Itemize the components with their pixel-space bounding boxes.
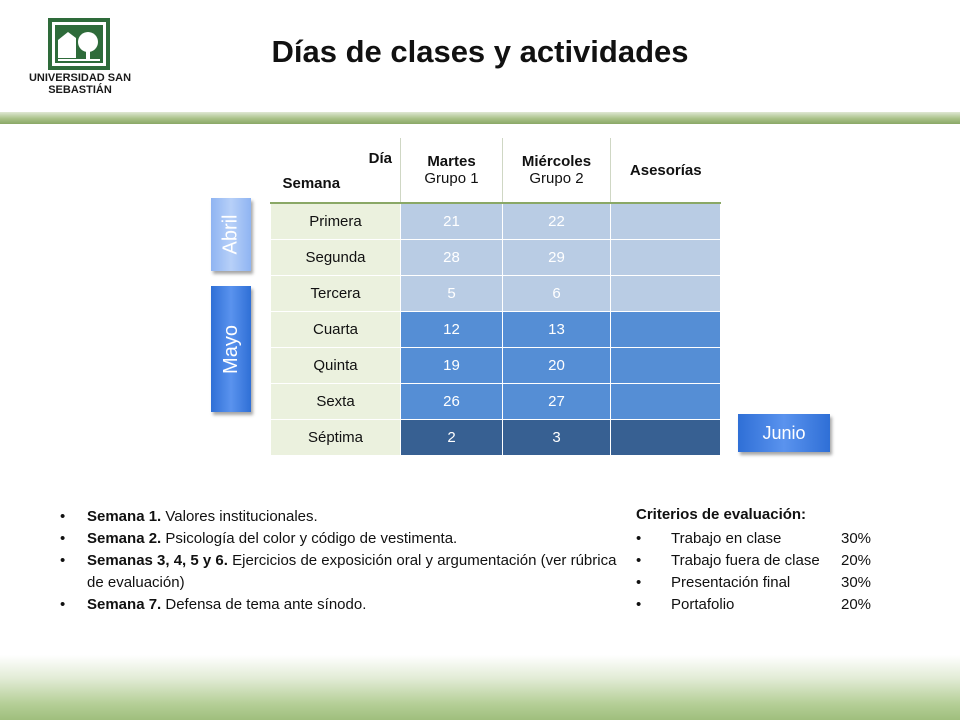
criteria-title: Criterios de evaluación: (636, 506, 807, 523)
asesorias-cell (611, 276, 721, 312)
asesorias-cell (611, 312, 721, 348)
martes-date-cell: 5 (401, 276, 503, 312)
table-row (271, 203, 721, 240)
month-junio-text: Junio (762, 422, 806, 443)
week-cell: Primera (271, 203, 401, 240)
martes-date-cell: 28 (401, 240, 503, 276)
martes-date-cell: 21 (401, 203, 503, 240)
header-martes-label: Martes (427, 153, 476, 170)
note-text: Psicología del color y código de vestimenta. (161, 530, 458, 547)
schedule-table (270, 138, 721, 456)
criterion-name: • Presentación final (671, 574, 791, 591)
month-label-mayo (211, 286, 251, 412)
header-asesorias-label: Asesorías (629, 161, 702, 179)
note-week: Semana 2. (87, 530, 162, 547)
week-cell: Quinta (271, 348, 401, 384)
header-grupo1-label: Grupo 1 (424, 170, 479, 187)
page-title: Días de clases y actividades (271, 34, 689, 69)
header-miercoles (503, 138, 611, 203)
month-mayo-text: Mayo (219, 324, 242, 374)
criterion-value: 30% (841, 574, 872, 591)
weekly-notes (60, 506, 620, 616)
list-item (636, 550, 896, 572)
bottom-band (0, 655, 960, 720)
list-item (636, 572, 896, 594)
list-item (636, 594, 896, 616)
miercoles-date-cell: 6 (503, 276, 611, 312)
week-cell: Cuarta (271, 312, 401, 348)
week-cell: Segunda (271, 240, 401, 276)
header-dia: Día (368, 150, 392, 167)
asesorias-cell (611, 240, 721, 276)
week-cell: Sexta (271, 384, 401, 420)
header-miercoles-label: Miércoles (521, 153, 592, 170)
criterion-value: 20% (841, 596, 872, 613)
miercoles-date-cell: 29 (503, 240, 611, 276)
list-item (636, 528, 896, 550)
list-item (60, 594, 620, 616)
list-item (60, 550, 620, 594)
martes-date-cell: 2 (401, 420, 503, 456)
criterion-value: 30% (841, 530, 872, 547)
criterion-name: • Portafolio (671, 596, 735, 613)
miercoles-date-cell: 13 (503, 312, 611, 348)
list-item (60, 506, 620, 528)
table-row (271, 312, 721, 348)
martes-date-cell: 19 (401, 348, 503, 384)
table-header-row (271, 138, 721, 203)
list-item (60, 528, 620, 550)
week-cell: Tercera (271, 276, 401, 312)
miercoles-date-cell: 20 (503, 348, 611, 384)
header-martes (401, 138, 503, 203)
table-row (271, 240, 721, 276)
table-row (271, 420, 721, 456)
criterion-name: • Trabajo en clase (671, 530, 782, 547)
note-week: Semana 7. (87, 596, 162, 613)
criterion-name: • Trabajo fuera de clase (671, 552, 820, 569)
note-text: Defensa de tema ante sínodo. (161, 596, 367, 613)
martes-date-cell: 26 (401, 384, 503, 420)
note-week: Semanas 3, 4, 5 y 6. (87, 552, 228, 569)
asesorias-cell (611, 384, 721, 420)
month-abril-text: Abril (219, 214, 242, 255)
note-text: Ejercicios de exposición oral y argumentación (ver rúbrica de evaluación) (87, 552, 617, 591)
header-asesorias (611, 138, 721, 203)
logo-text: UNIVERSIDAD SAN SEBASTIÁN (28, 72, 132, 96)
top-divider (0, 112, 960, 124)
miercoles-date-cell: 3 (503, 420, 611, 456)
evaluation-criteria (636, 504, 896, 616)
note-week: Semana 1. (87, 508, 162, 525)
month-label-abril (211, 198, 251, 271)
miercoles-date-cell: 27 (503, 384, 611, 420)
note-text: Valores institucionales. (161, 508, 318, 525)
asesorias-cell (611, 420, 721, 456)
header-grupo2-label: Grupo 2 (529, 170, 584, 187)
month-label-junio (738, 414, 830, 452)
asesorias-cell (611, 348, 721, 384)
criterion-value: 20% (841, 552, 872, 569)
table-row (271, 384, 721, 420)
table-row (271, 276, 721, 312)
header-corner (271, 138, 401, 203)
table-row (271, 348, 721, 384)
week-cell: Séptima (271, 420, 401, 456)
asesorias-cell (611, 203, 721, 240)
miercoles-date-cell: 22 (503, 203, 611, 240)
header-semana: Semana (282, 175, 341, 192)
martes-date-cell: 12 (401, 312, 503, 348)
